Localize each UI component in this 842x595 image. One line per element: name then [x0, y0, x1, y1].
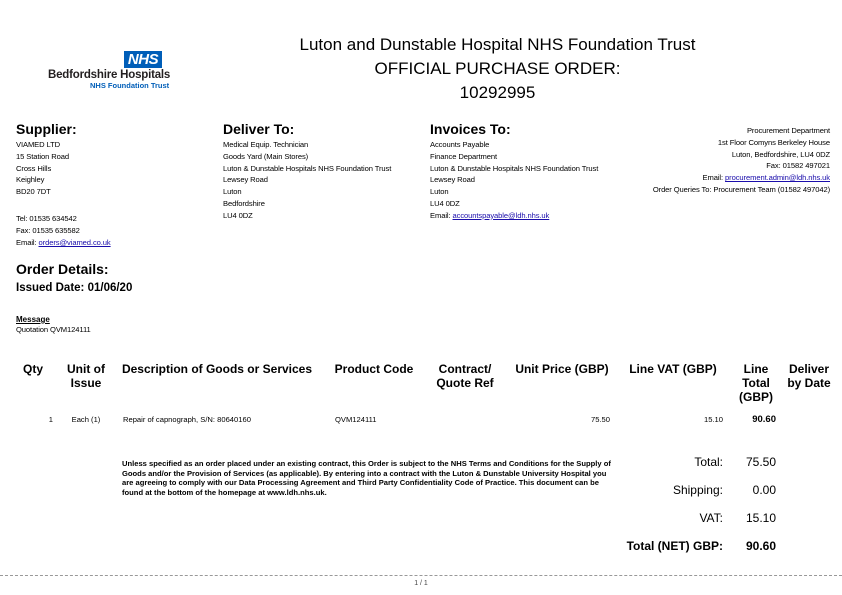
document-type-title: OFFICIAL PURCHASE ORDER: — [374, 59, 621, 78]
procurement-line: Luton, Bedfordshire, LU4 0DZ — [731, 149, 830, 159]
deliver-line: Luton & Dunstable Hospitals NHS Foundation Trust — [223, 163, 392, 173]
invoice-email-label: Email: — [430, 210, 453, 220]
shipping-value: 0.00 — [752, 483, 776, 497]
supplier-fax: Fax: 01535 635582 — [16, 225, 80, 235]
invoice-email-row — [430, 210, 598, 222]
procurement-contact — [653, 125, 830, 196]
procurement-email-link[interactable]: procurement.admin@ldh.nhs.uk — [725, 173, 830, 183]
cell-line-vat: 15.10 — [703, 415, 723, 424]
deliver-line: Bedfordshire — [223, 198, 265, 208]
col-header-contract: Contract/ Quote Ref — [436, 362, 494, 390]
po-number: 10292995 — [459, 83, 536, 102]
order-details-heading: Order Details: — [16, 261, 109, 277]
procurement-queries: Order Queries To: Procurement Team (01582 497042) — [652, 184, 830, 194]
trust-name-title: Luton and Dunstable Hospital NHS Foundation Trust — [299, 35, 696, 54]
message-text: Quotation QVM124111 — [16, 325, 91, 334]
supplier-heading: Supplier: — [16, 121, 77, 137]
total-label: Total: — [694, 455, 723, 469]
vat-value: 15.10 — [745, 511, 776, 525]
cell-line-total: 90.60 — [752, 414, 776, 425]
cell-unit: Each (1) — [71, 415, 101, 424]
trust-logo-name: Bedfordshire Hospitals — [48, 69, 171, 81]
deliver-to-address — [223, 139, 391, 222]
col-header-product-code: Product Code — [334, 362, 414, 376]
supplier-line: Keighley — [16, 175, 45, 185]
invoice-line: Luton & Dunstable Hospitals NHS Foundation Trust — [430, 163, 599, 173]
invoices-to-heading: Invoices To: — [430, 121, 511, 137]
cell-description: Repair of capnograph, S/N: 80640160 — [123, 415, 251, 424]
supplier-email-row — [16, 237, 111, 249]
deliver-line: Luton — [223, 187, 242, 197]
deliver-line: Lewsey Road — [223, 175, 268, 185]
cell-qty: 1 — [48, 415, 53, 424]
vat-label: VAT: — [699, 511, 723, 525]
supplier-tel: Tel: 01535 634542 — [16, 214, 77, 223]
cell-unit-price: 75.50 — [590, 415, 610, 424]
col-header-deliver-date: Deliver by Date — [787, 362, 831, 390]
procurement-email-row — [653, 172, 830, 184]
supplier-line: Cross Hills — [16, 163, 52, 173]
invoice-email-link[interactable]: accountspayable@ldh.nhs.uk — [452, 210, 550, 220]
supplier-address — [16, 139, 69, 198]
col-header-description: Description of Goods or Services — [121, 362, 313, 376]
supplier-line: 15 Station Road — [16, 151, 69, 161]
col-header-line-vat: Line VAT (GBP) — [629, 362, 717, 376]
deliver-to-heading: Deliver To: — [223, 121, 295, 137]
procurement-line: Fax: 01582 497021 — [766, 161, 830, 171]
nhs-logo-badge: NHS — [124, 51, 162, 68]
issued-date: Issued Date: 01/06/20 — [16, 282, 133, 294]
terms-notice: Unless specified as an order placed under an existing contract, this Order is subject to the NHS Terms and Conditions for the Supply of Goods and/or the Provision of Services (as applicable). By entering into a contract with the Luton & Dunstable University Hospital you are agreeing to comply with our Data Processing Agreement and Third Party Confidentiality Code of Practice. This document can be found at the bottom of the homepage at www.ldh.nhs.uk. — [122, 459, 611, 497]
footer-divider — [0, 575, 842, 576]
supplier-email-label: Email: — [16, 237, 39, 247]
procurement-line: 1st Floor Comyns Berkeley House — [717, 137, 830, 147]
deliver-line: LU4 0DZ — [223, 210, 253, 220]
col-header-qty: Qty — [22, 362, 43, 376]
supplier-email-link[interactable]: orders@viamed.co.uk — [38, 237, 111, 247]
supplier-line: VIAMED LTD — [16, 140, 61, 149]
supplier-contact — [16, 213, 111, 248]
col-header-line-total: Line Total (GBP) — [739, 362, 773, 404]
invoice-line: Lewsey Road — [430, 175, 475, 185]
deliver-line: Medical Equip. Technician — [223, 140, 309, 149]
net-total-value: 90.60 — [745, 539, 776, 553]
shipping-label: Shipping: — [672, 483, 723, 497]
procurement-line: Procurement Department — [746, 126, 830, 135]
deliver-line: Goods Yard (Main Stores) — [223, 151, 309, 161]
message-label: Message — [16, 315, 50, 324]
invoice-line: Accounts Payable — [430, 140, 490, 149]
procurement-email-label: Email: — [702, 173, 726, 183]
trust-logo-subtitle: NHS Foundation Trust — [90, 81, 170, 90]
page-number: 1 / 1 — [414, 580, 428, 587]
invoices-to-address — [430, 139, 598, 222]
invoice-line: LU4 0DZ — [430, 198, 460, 208]
col-header-unit: Unit of Issue — [67, 362, 105, 390]
col-header-unit-price: Unit Price (GBP) — [515, 362, 609, 376]
cell-product-code: QVM124111 — [335, 415, 377, 424]
supplier-line: BD20 7DT — [16, 187, 51, 197]
net-total-label: Total (NET) GBP: — [626, 539, 723, 553]
invoice-line: Finance Department — [430, 151, 497, 161]
total-value: 75.50 — [745, 455, 776, 469]
invoice-line: Luton — [430, 187, 449, 197]
